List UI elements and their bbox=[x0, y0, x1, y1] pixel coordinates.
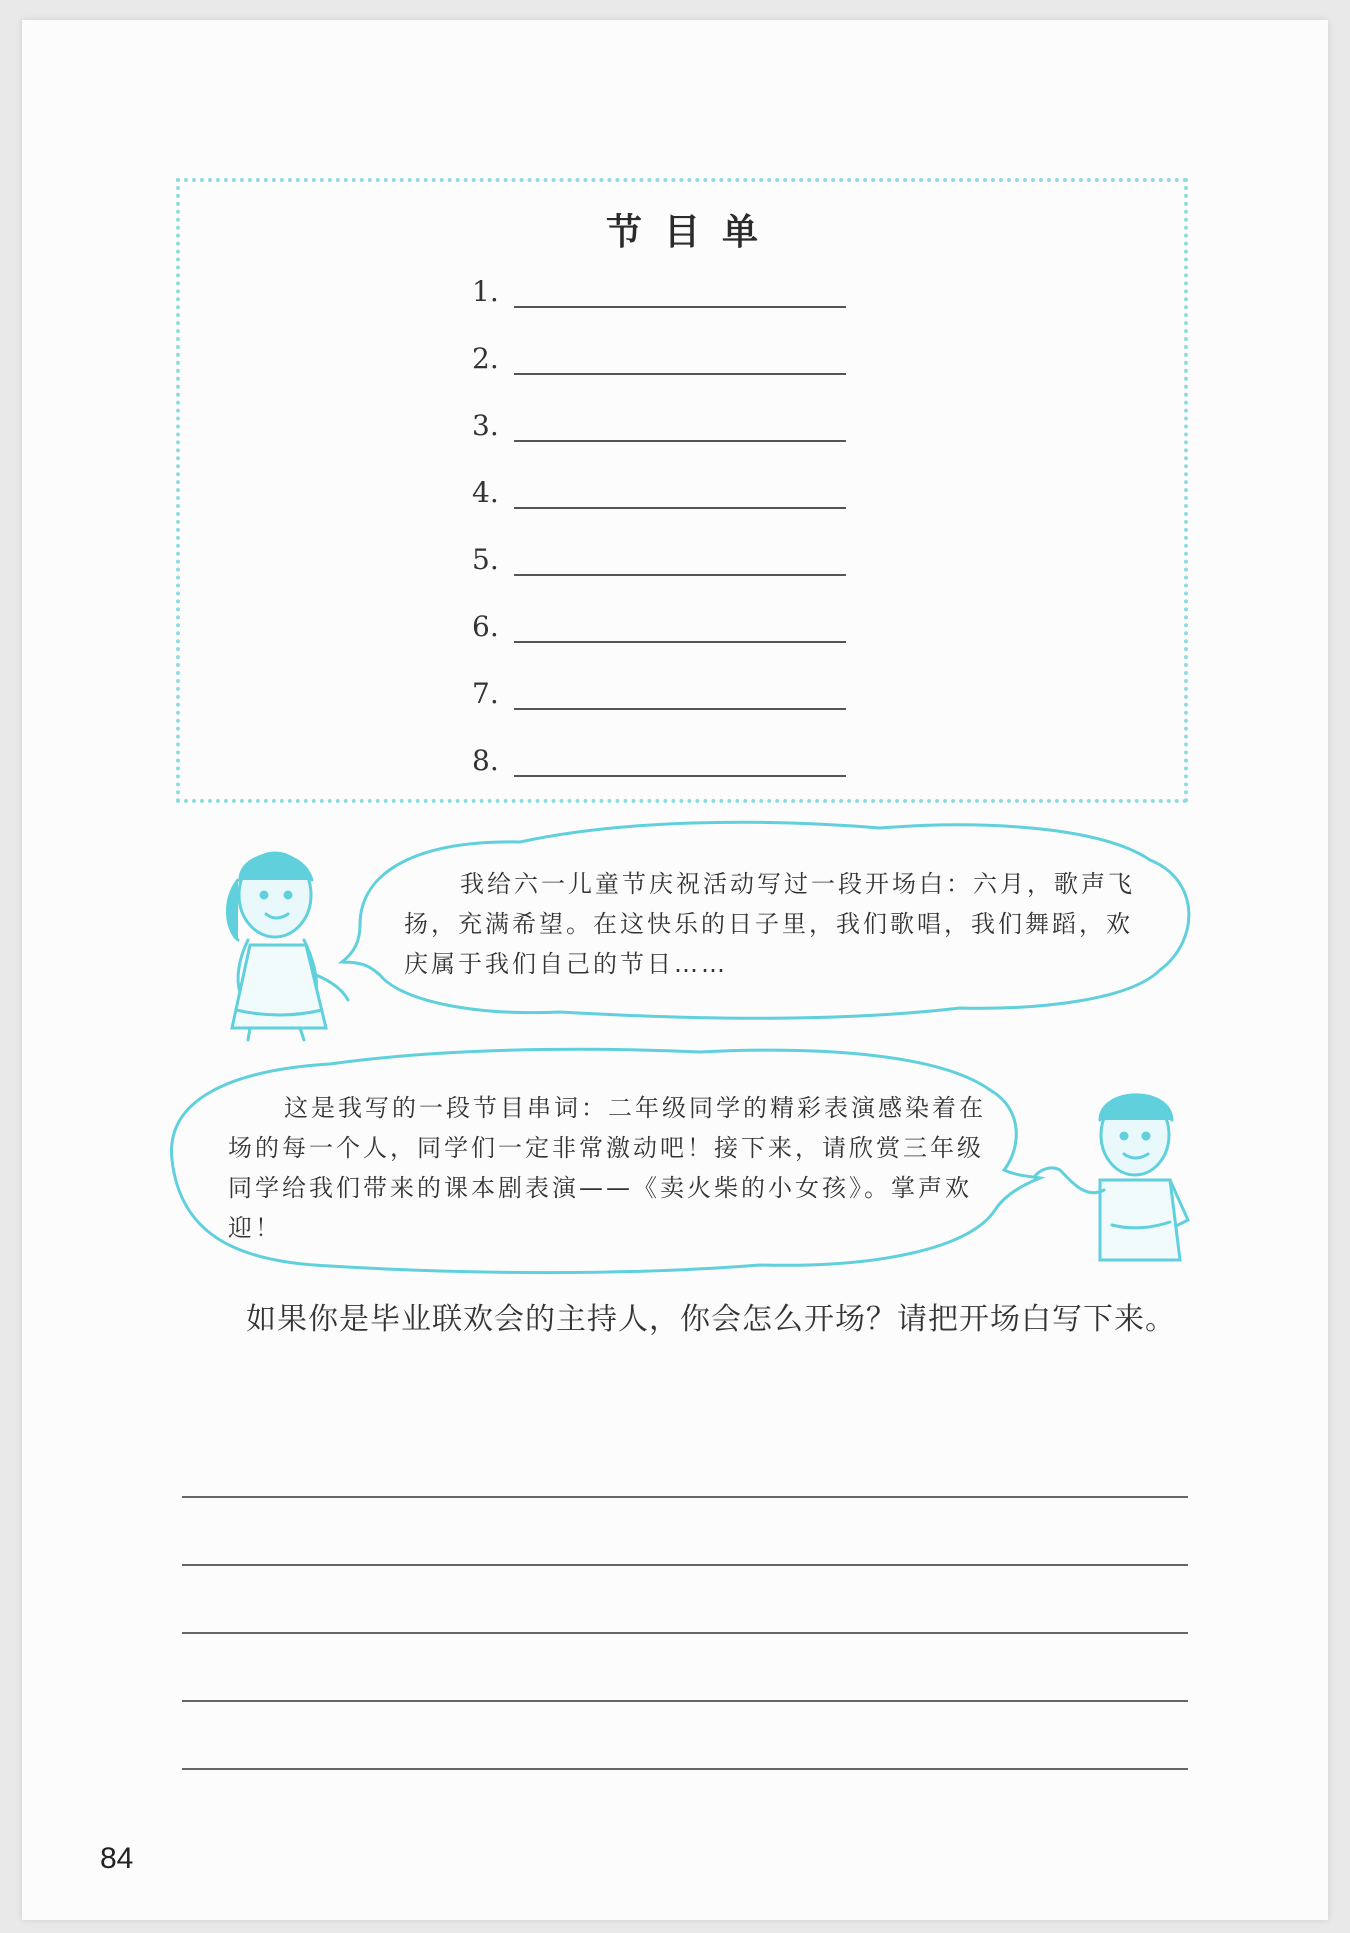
program-item-number: 5. bbox=[472, 543, 499, 576]
speech-text-boy bbox=[228, 1088, 998, 1248]
writing-line[interactable] bbox=[182, 1564, 1188, 1566]
program-item-number: 2. bbox=[472, 342, 499, 375]
page-number: 84 bbox=[100, 1842, 134, 1875]
boy-illustration bbox=[1035, 1095, 1188, 1260]
program-item-number: 4. bbox=[472, 476, 499, 509]
writing-prompt-text: 如果你是毕业联欢会的主持人，你会怎么开场？请把开场白写下来。 bbox=[246, 1302, 1176, 1337]
program-item-number: 8. bbox=[472, 744, 499, 777]
program-item-number: 6. bbox=[472, 610, 499, 643]
program-item-number: 1. bbox=[472, 275, 499, 308]
writing-line[interactable] bbox=[182, 1496, 1188, 1498]
program-title: 节目单 bbox=[605, 212, 780, 253]
writing-prompt bbox=[180, 1290, 1190, 1350]
writing-line[interactable] bbox=[182, 1632, 1188, 1634]
speech-text-boy-content: 这是我写的一段节目串词：二年级同学的精彩表演感染着在场的每一个人，同学们一定非常激动吧！接下来，请欣赏三年级同学给我们带来的课本剧表演——《卖火柴的小女孩》。掌声欢迎！ bbox=[228, 1094, 986, 1242]
writing-line[interactable] bbox=[182, 1768, 1188, 1770]
program-item-number: 7. bbox=[472, 677, 499, 710]
girl-illustration bbox=[227, 853, 348, 1040]
program-item-number: 3. bbox=[472, 409, 499, 442]
speech-text-girl-content: 我给六一儿童节庆祝活动写过一段开场白：六月，歌声飞扬，充满希望。在这快乐的日子里，我们歌唱，我们舞蹈，欢庆属于我们自己的节日…… bbox=[404, 870, 1135, 978]
speech-text-girl bbox=[404, 864, 1154, 984]
writing-line[interactable] bbox=[182, 1700, 1188, 1702]
